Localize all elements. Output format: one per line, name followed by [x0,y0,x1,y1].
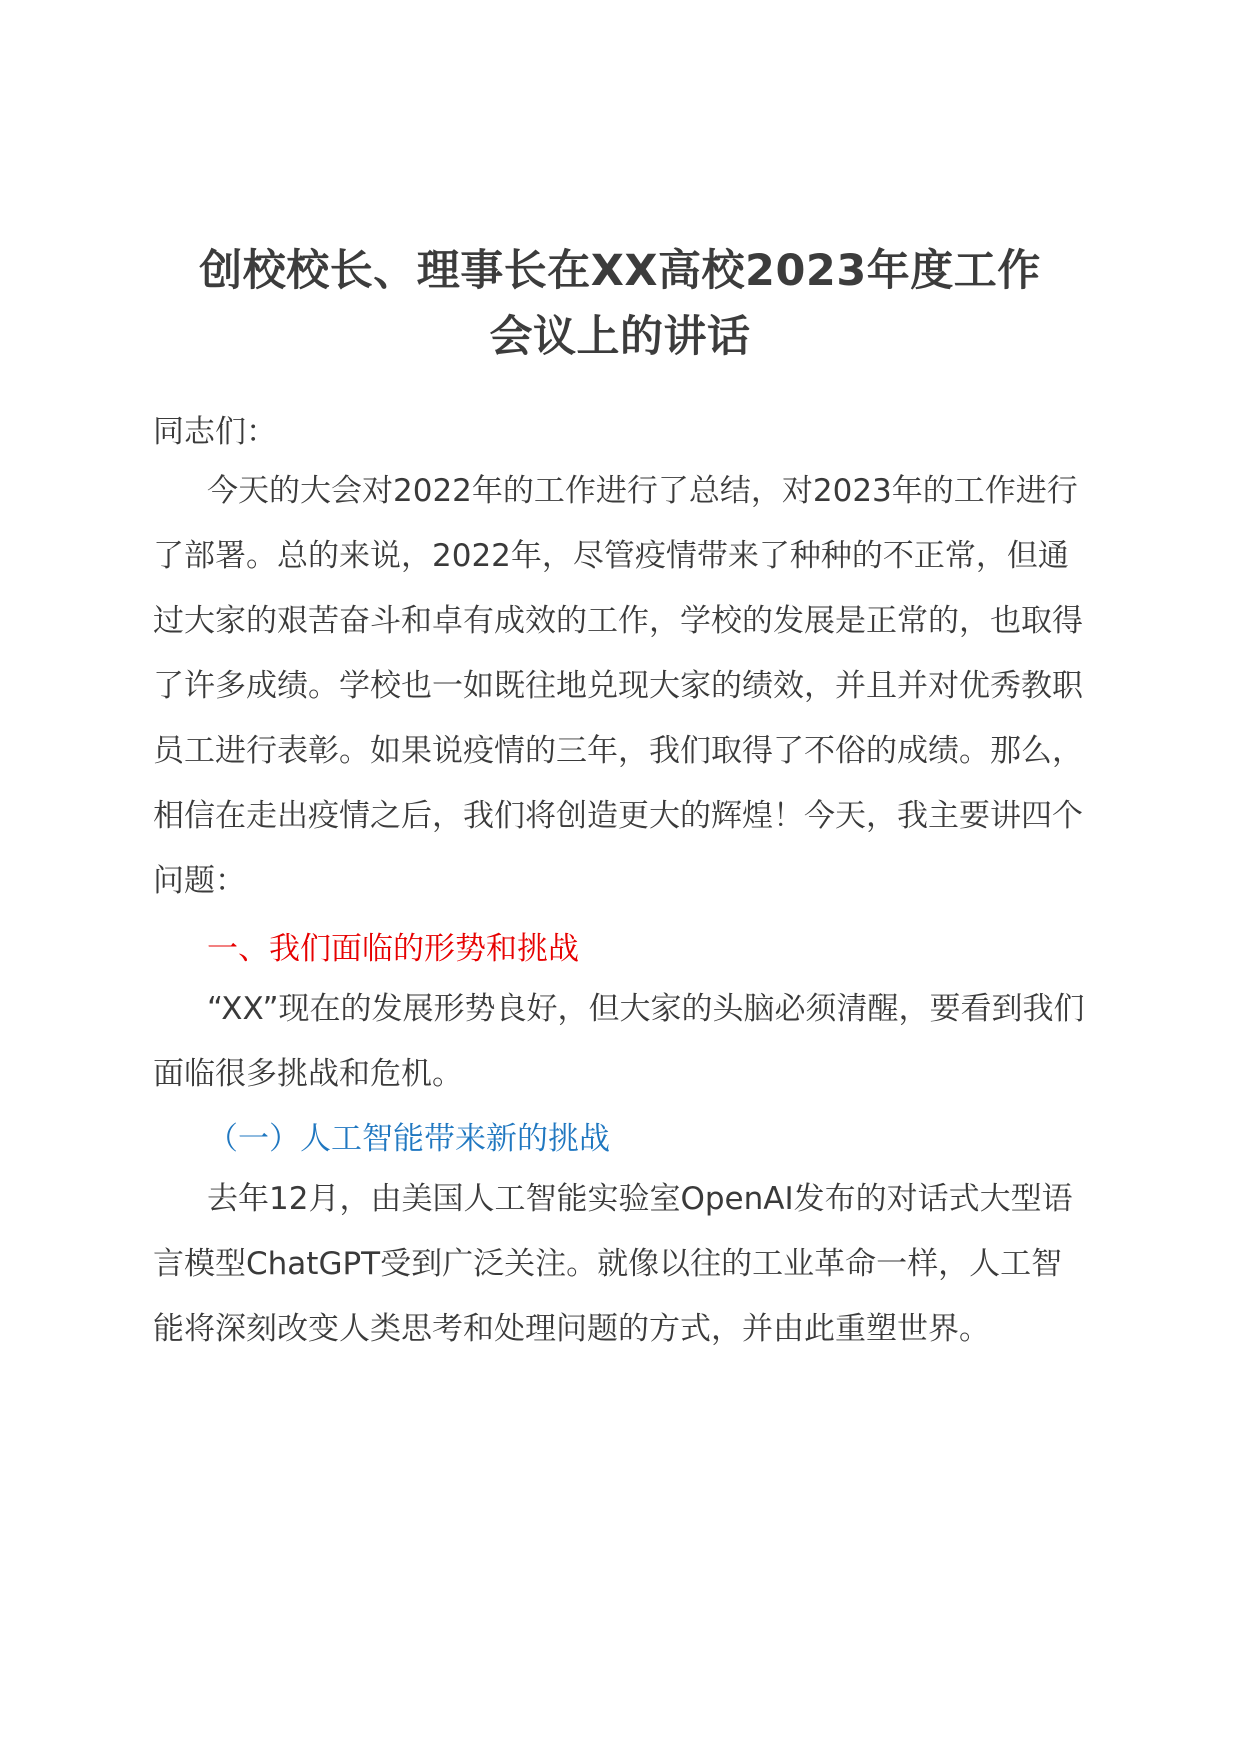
title-line-1: 创校校长、理事长在XX高校2023年度工作 [199,246,1041,296]
document-title [140,238,1100,370]
paragraph-situation: “XX”现在的发展形势良好，但大家的头脑必须清醒，要看到我们面临很多挑战和危机。 [153,991,1085,1092]
subsection-heading-1: （一）人工智能带来新的挑战 [207,1121,610,1157]
paragraph-ai: 去年12月，由美国人工智能实验室OpenAI发布的对话式大型语言模型ChatGPT受到广泛关注。就像以往的工业革命一样，人工智能将深刻改变人类思考和处理问题的方式，并由此重塑世界。 [153,1181,1073,1347]
title-line-2: 会议上的讲话 [489,312,751,362]
paragraph-intro: 今天的大会对2022年的工作进行了总结，对2023年的工作进行了部署。总的来说，2022年，尽管疫情带来了种种的不正常，但通过大家的艰苦奋斗和卓有成效的工作，学校的发展是正常的，也取得了许多成绩。学校也一如既往地兑现大家的绩效，并且并对优秀教职员工进行表彰。如果说疫情的三年，我们取得了不俗的成绩。那么，相信在走出疫情之后，我们将创造更大的辉煌！今天，我主要讲四个问题： [153,473,1083,899]
salutation: 同志们： [153,414,277,450]
section-heading-1: 一、我们面临的形势和挑战 [207,931,579,967]
